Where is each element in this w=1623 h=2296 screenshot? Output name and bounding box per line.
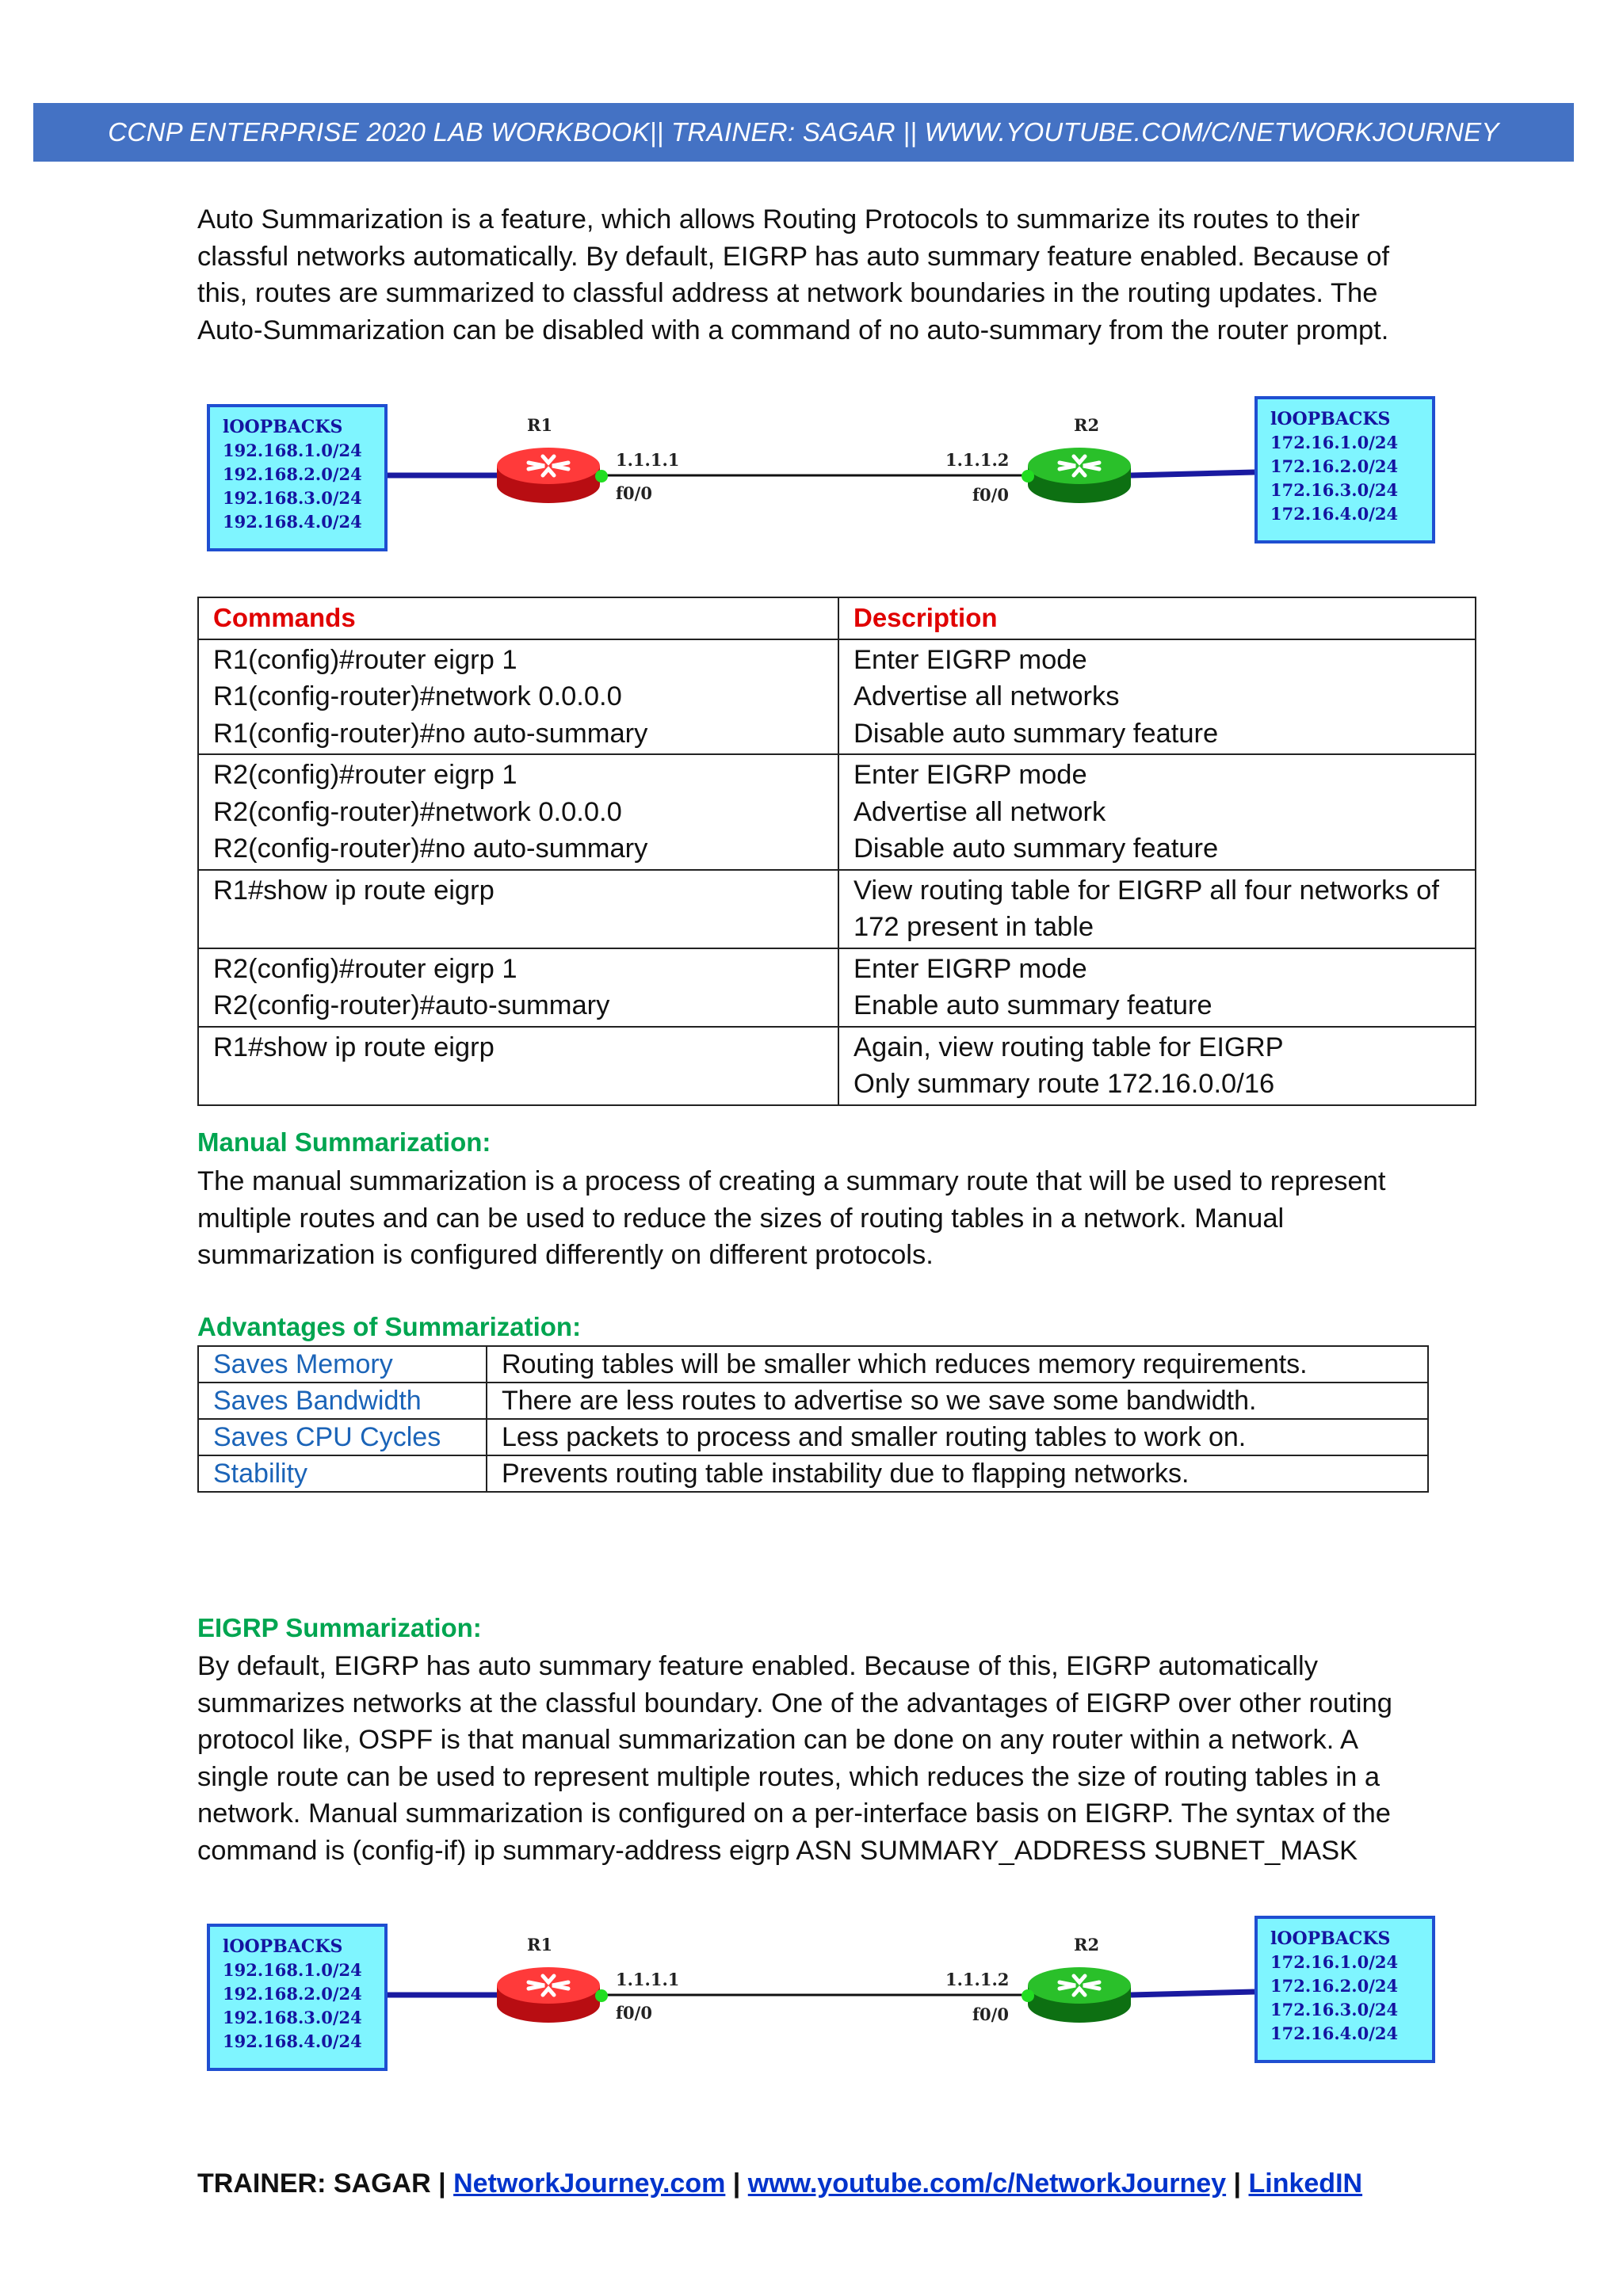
table-row — [198, 754, 1476, 870]
loopback-net: 172.16.4.0/24 — [1270, 504, 1399, 524]
command-line: R2(config)#router eigrp 1 — [213, 953, 517, 984]
topology-links — [202, 393, 1438, 551]
description-line: Disable auto summary feature — [854, 718, 1219, 749]
r2-ip-label: 1.1.1.2 — [945, 1970, 1010, 1989]
router-r2-label: R2 — [1074, 1935, 1100, 1955]
loopback-title: lOOPBACKS — [223, 417, 343, 437]
table-row — [198, 1419, 1428, 1455]
table-row — [198, 1455, 1428, 1492]
description-line: Again, view routing table for EIGRP — [854, 1032, 1284, 1062]
advantage-value: There are less routes to advertise so we save some bandwidth. — [487, 1383, 1428, 1419]
advantage-key: Stability — [198, 1455, 487, 1492]
table-row — [198, 948, 1476, 1027]
right-loopback-box — [1254, 1916, 1435, 2063]
description-line: Disable auto summary feature — [854, 833, 1219, 864]
port-dot-r1 — [595, 470, 608, 482]
description-cell — [838, 639, 1476, 755]
table-header-row — [198, 597, 1476, 639]
loopback-net: 172.16.3.0/24 — [1270, 2000, 1399, 2019]
description-cell — [838, 948, 1476, 1027]
eigrp-line: protocol like, OSPF is that manual summarization can be done on any router within a network. A — [197, 1725, 1359, 1755]
table-row — [198, 1027, 1476, 1105]
command-line: R1(config)#router eigrp 1 — [213, 644, 517, 675]
header-banner: CCNP ENTERPRISE 2020 LAB WORKBOOK|| TRAINER: SAGAR || WWW.YOUTUBE.COM/C/NETWORKJOURNEY — [33, 103, 1574, 162]
router-r2-icon — [1028, 1967, 1131, 2023]
eigrp-summarization-heading: EIGRP Summarization: — [197, 1613, 482, 1642]
loopback-net: 192.168.2.0/24 — [223, 464, 362, 484]
description-line: Advertise all network — [854, 796, 1106, 827]
loopback-net: 172.16.3.0/24 — [1270, 480, 1399, 500]
loopback-net: 192.168.4.0/24 — [223, 512, 362, 532]
loopback-title: lOOPBACKS — [223, 1936, 343, 1957]
eigrp-paragraph — [197, 1648, 1434, 1869]
loopback-net: 192.168.2.0/24 — [223, 1984, 362, 2004]
advantage-key: Saves Bandwidth — [198, 1383, 487, 1419]
command-line: R1#show ip route eigrp — [213, 1032, 495, 1062]
router-r1-icon — [497, 448, 600, 503]
r1-ip-label: 1.1.1.1 — [616, 450, 680, 470]
command-line: R1#show ip route eigrp — [213, 875, 495, 906]
advantage-value: Routing tables will be smaller which reduces memory requirements. — [487, 1346, 1428, 1383]
loopback-net: 172.16.2.0/24 — [1270, 1976, 1399, 1996]
intro-line: this, routes are summarized to classful address at network boundaries in the routing updates. The — [197, 278, 1378, 308]
command-cell — [198, 1027, 838, 1105]
loopback-net: 192.168.1.0/24 — [223, 1960, 362, 1980]
manual-summarization-heading: Manual Summarization: — [197, 1127, 491, 1157]
command-cell — [198, 870, 838, 948]
command-cell — [198, 639, 838, 755]
command-line: R2(config-router)#network 0.0.0.0 — [213, 796, 622, 827]
command-line: R2(config-router)#auto-summary — [213, 990, 610, 1020]
r2-iface-label: f0/0 — [972, 2004, 1009, 2024]
command-line: R2(config)#router eigrp 1 — [213, 760, 517, 790]
eigrp-line: command is (config-if) ip summary-address eigrp ASN SUMMARY_ADDRESS SUBNET_MASK — [197, 1835, 1358, 1866]
description-cell — [838, 870, 1476, 948]
intro-line: classful networks automatically. By default, EIGRP has auto summary feature enabled. Because of — [197, 241, 1390, 272]
router-r2-icon — [1028, 448, 1131, 503]
loopback-title: lOOPBACKS — [1270, 1928, 1391, 1949]
footer-link-linkedin[interactable]: LinkedIN — [1248, 2168, 1363, 2199]
r1-iface-label: f0/0 — [616, 483, 652, 503]
description-line: Enable auto summary feature — [854, 990, 1212, 1020]
eigrp-line: By default, EIGRP has auto summary feature enabled. Because of this, EIGRP automatically — [197, 1651, 1318, 1681]
loopback-net: 192.168.4.0/24 — [223, 2031, 362, 2051]
eigrp-line: network. Manual summarization is configured on a per-interface basis on EIGRP. The syntax of the — [197, 1798, 1391, 1829]
advantages-table — [197, 1345, 1429, 1493]
footer-link-networkjourney[interactable]: NetworkJourney.com — [453, 2168, 726, 2199]
footer-trainer: TRAINER: SAGAR — [197, 2168, 431, 2199]
topology-links — [202, 1913, 1438, 2071]
loopback-net: 192.168.1.0/24 — [223, 441, 362, 460]
description-line: Enter EIGRP mode — [854, 760, 1087, 790]
description-line: View routing table for EIGRP all four networks of — [854, 875, 1439, 906]
manual-line: summarization is configured differently on different protocols. — [197, 1240, 934, 1270]
footer-separator: | — [438, 2168, 446, 2199]
description-cell — [838, 754, 1476, 870]
advantage-key: Saves Memory — [198, 1346, 487, 1383]
description-line: Enter EIGRP mode — [854, 953, 1087, 984]
left-loopback-box — [207, 1924, 388, 2071]
command-cell — [198, 754, 838, 870]
port-dot-r1 — [595, 1989, 608, 2002]
description-line: Only summary route 172.16.0.0/16 — [854, 1069, 1275, 1099]
loopback-net: 172.16.2.0/24 — [1270, 456, 1399, 476]
header-commands: Commands — [198, 597, 838, 639]
description-cell — [838, 1027, 1476, 1105]
table-row — [198, 1346, 1428, 1383]
topology-diagram — [202, 1913, 1438, 2071]
port-dot-r2 — [1022, 1989, 1034, 2002]
router-r1-icon — [497, 1967, 600, 2023]
commands-table — [197, 597, 1476, 1106]
footer-separator: | — [1233, 2168, 1242, 2199]
command-line: R1(config-router)#no auto-summary — [213, 718, 648, 749]
intro-paragraph — [197, 201, 1434, 349]
port-dot-r2 — [1022, 470, 1034, 482]
eigrp-line: summarizes networks at the classful boundary. One of the advantages of EIGRP over other routing — [197, 1688, 1392, 1718]
r1-iface-label: f0/0 — [616, 2003, 652, 2023]
footer-separator: | — [732, 2168, 741, 2199]
link-right-loopback — [1131, 472, 1254, 475]
description-line: Advertise all networks — [854, 681, 1120, 711]
router-r1-label: R1 — [527, 1935, 553, 1955]
loopback-net: 172.16.1.0/24 — [1270, 1952, 1399, 1972]
command-line: R2(config-router)#no auto-summary — [213, 833, 648, 864]
manual-line: The manual summarization is a process of creating a summary route that will be used to represent — [197, 1166, 1386, 1196]
advantage-value: Less packets to process and smaller routing tables to work on. — [487, 1419, 1428, 1455]
description-line: 172 present in table — [854, 912, 1094, 942]
manual-paragraph — [197, 1163, 1434, 1274]
loopback-net: 172.16.1.0/24 — [1270, 433, 1399, 452]
command-cell — [198, 948, 838, 1027]
loopback-net: 192.168.3.0/24 — [223, 488, 362, 508]
command-line: R1(config-router)#network 0.0.0.0 — [213, 681, 622, 711]
right-loopback-box — [1254, 396, 1435, 543]
loopback-title: lOOPBACKS — [1270, 409, 1391, 429]
table-row — [198, 1383, 1428, 1419]
advantage-value: Prevents routing table instability due to flapping networks. — [487, 1455, 1428, 1492]
eigrp-line: single route can be used to represent multiple routes, which reduces the size of routing tables in a — [197, 1761, 1381, 1792]
router-r2-label: R2 — [1074, 415, 1100, 435]
manual-line: multiple routes and can be used to reduce the sizes of routing tables in a network. Manual — [197, 1203, 1285, 1234]
header-description: Description — [838, 597, 1476, 639]
footer — [197, 2168, 1362, 2199]
table-row — [198, 870, 1476, 948]
link-right-loopback — [1131, 1992, 1254, 1995]
topology-diagram — [202, 393, 1438, 551]
r2-iface-label: f0/0 — [972, 485, 1009, 505]
intro-line: Auto Summarization is a feature, which allows Routing Protocols to summarize its routes to their — [197, 204, 1360, 235]
advantages-heading: Advantages of Summarization: — [197, 1312, 582, 1341]
description-line: Enter EIGRP mode — [854, 644, 1087, 675]
advantage-key: Saves CPU Cycles — [198, 1419, 487, 1455]
r1-ip-label: 1.1.1.1 — [616, 1970, 680, 1989]
intro-line: Auto-Summarization can be disabled with a command of no auto-summary from the router prompt. — [197, 315, 1389, 345]
left-loopback-box — [207, 404, 388, 551]
loopback-net: 192.168.3.0/24 — [223, 2008, 362, 2027]
footer-link-youtube[interactable]: www.youtube.com/c/NetworkJourney — [747, 2168, 1227, 2199]
table-row — [198, 639, 1476, 755]
loopback-net: 172.16.4.0/24 — [1270, 2023, 1399, 2043]
router-r1-label: R1 — [527, 415, 553, 435]
r2-ip-label: 1.1.1.2 — [945, 450, 1010, 470]
